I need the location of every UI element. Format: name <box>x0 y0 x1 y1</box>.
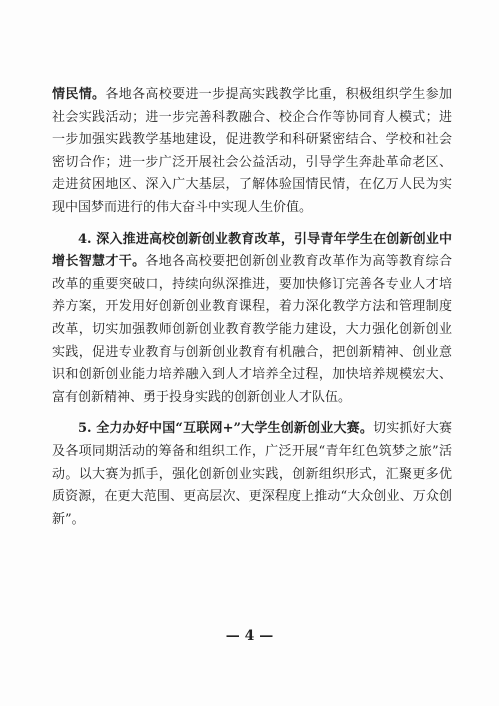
paragraph-continued <box>52 84 452 220</box>
paragraph-heading: 4. 深入推进高校创新创业教育改革，引导青年学生在创新创业中增长智慧才干。 <box>52 231 452 270</box>
document-body <box>52 84 452 540</box>
paragraph-item-4 <box>52 229 452 410</box>
paragraph-text: 各地各高校要把创新创业教育改革作为高等教育综合改革的重要突破口，持续向纵深推进，要加快修订完善各专业人才培养方案，开发用好创新创业教育课程，着力深化教学方法和管理制度改革，切实加强教师创新创业教育教学能力建设，大力强化创新创业实践，促进专业教育与创新创业教育有机融合，把创新精神、创业意识和创新创业能力培养融入到人才培养全过程，加快培养规模宏大、富有创新精神、勇于投身实践的创新创业人才队伍。 <box>52 254 452 405</box>
paragraph-text: 切实抓好大赛及各项同期活动的筹备和组织工作，广泛开展“青年红色筑梦之旅”活动。以大赛为抓手，强化创新创业实践，创新组织形式，汇聚更多优质资源，在更大范围、更高层次、更深程度上推动“大众创业、万众创新”。 <box>52 421 452 527</box>
paragraph-item-5 <box>52 418 452 531</box>
paragraph-text: 各地各高校要进一步提高实践教学比重，积极组织学生参加社会实践活动；进一步完善科教融合、校企合作等协同育人模式；进一步加强实践教学基地建设，促进教学和科研紧密结合、学校和社会密切合作；进一步广泛开展社会公益活动，引导学生奔赴革命老区、走进贫困地区、深入广大基层，了解体验国情民情，在亿万人民为实现中国梦而进行的伟大奋斗中实现人生价值。 <box>52 87 452 215</box>
page-number: — 4 — <box>225 628 274 644</box>
paragraph-heading: 情民情。 <box>52 87 106 102</box>
paragraph-heading: 5. 全力办好中国“互联网+”大学生创新创业大赛。 <box>78 421 374 437</box>
